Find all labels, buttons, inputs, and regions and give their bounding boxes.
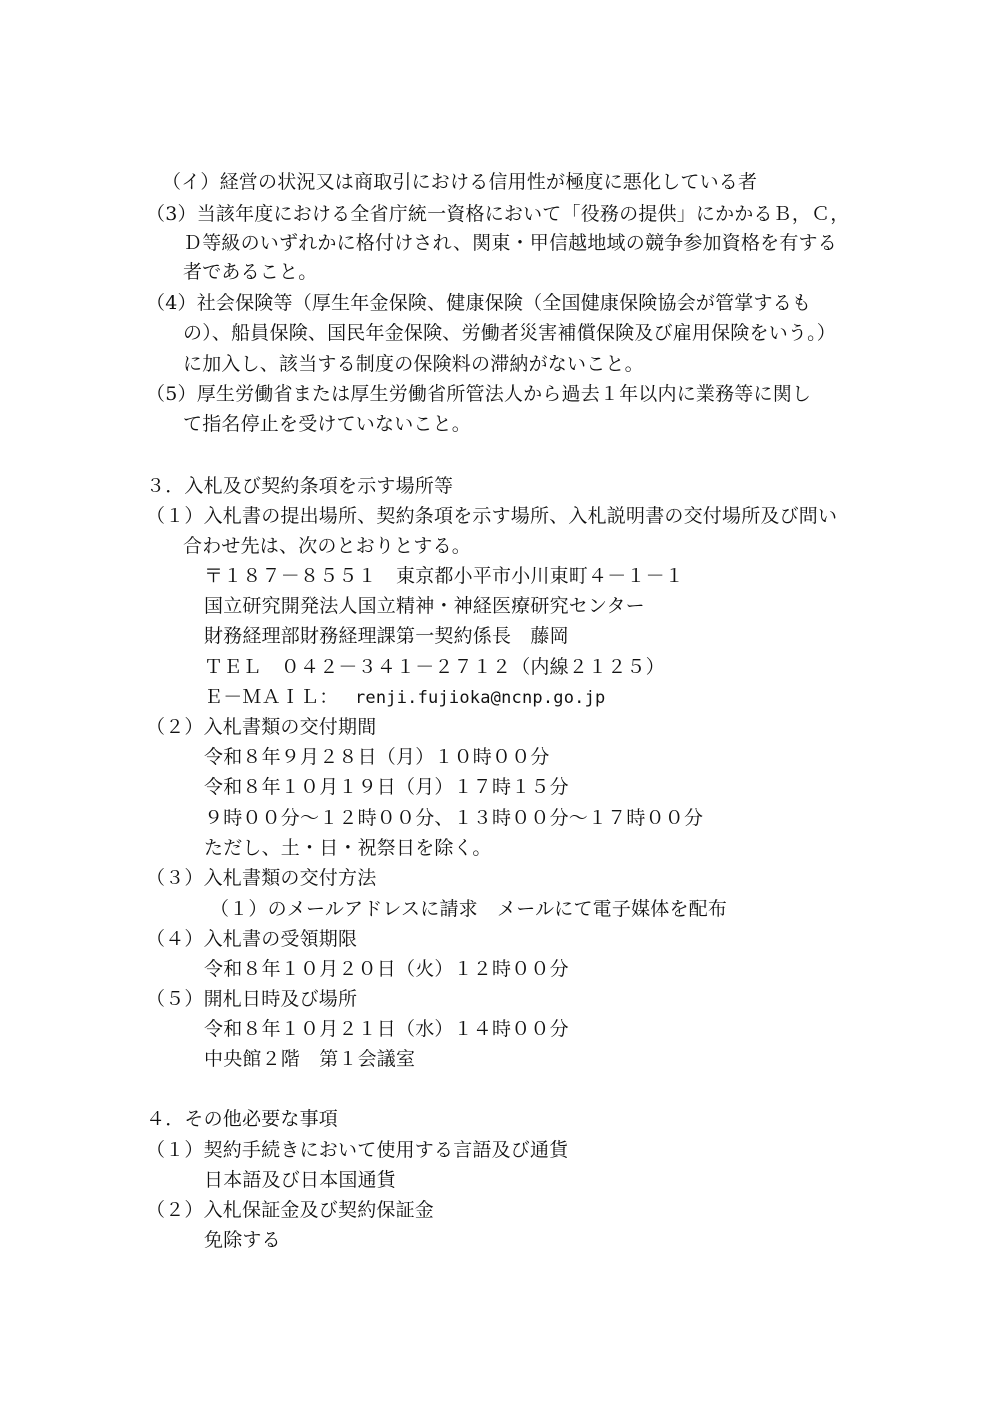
contact-person-line: 財務経理部財務経理課第一契約係長 藤岡	[204, 625, 569, 647]
text-line: の）、船員保険、国民年金保険、労働者災害補償保険及び雇用保険をいう。）	[183, 322, 837, 344]
text-line: ９時００分～１２時００分、１３時００分～１７時００分	[204, 807, 704, 829]
text-line: 中央館２階 第１会議室	[204, 1048, 416, 1070]
text-line: ただし、土・日・祝祭日を除く。	[204, 837, 492, 859]
text-line: （５）開札日時及び場所	[146, 988, 358, 1010]
text-line: （イ）経営の状況又は商取引における信用性が極度に悪化している者	[162, 171, 758, 193]
text-line: 令和８年１０月２１日（水）１４時００分	[204, 1018, 569, 1040]
text-line: 者であること。	[183, 261, 318, 283]
text-line: （２）入札保証金及び契約保証金	[146, 1199, 435, 1221]
email-label: Ｅ－ＭＡＩＬ：	[204, 686, 339, 708]
text-line: 令和８年１０月１９日（月）１７時１５分	[204, 776, 569, 798]
text-line: （２）入札書類の交付期間	[146, 716, 377, 738]
text-line: （１）入札書の提出場所、契約条項を示す場所、入札説明書の交付場所及び問い	[146, 505, 838, 527]
text-line: （１）のメールアドレスに請求 メールにて電子媒体を配布	[210, 898, 728, 920]
text-line: （３）入札書類の交付方法	[146, 867, 377, 889]
text-line: （5）厚生労働省または厚生労働省所管法人から過去１年以内に業務等に関し	[146, 383, 812, 405]
text-line: （3）当該年度における全省庁統一資格において「役務の提供」にかかるＢ，Ｃ，	[146, 203, 850, 225]
text-line: Ｄ等級のいずれかに格付けされ、関東・甲信越地域の競争参加資格を有する	[183, 232, 837, 254]
text-line: 令和８年１０月２０日（火）１２時００分	[204, 958, 569, 980]
text-line: （4）社会保険等（厚生年金保険、健康保険（全国健康保険協会が管掌するも	[146, 292, 812, 314]
text-line: 日本語及び日本国通貨	[204, 1169, 397, 1191]
text-line: （１）契約手続きにおいて使用する言語及び通貨	[146, 1139, 569, 1161]
text-line: （４）入札書の受領期限	[146, 928, 358, 950]
text-line: て指名停止を受けていないこと。	[183, 413, 472, 435]
section-heading: ４．その他必要な事項	[146, 1108, 339, 1130]
phone-line: ＴＥＬ ０４２－３４１－２７１２（内線２１２５）	[204, 656, 665, 678]
text-line: 令和８年９月２８日（月）１０時００分	[204, 746, 550, 768]
text-line: 免除する	[204, 1229, 281, 1251]
text-line: 合わせ先は、次のとおりとする。	[183, 535, 472, 557]
organization-line: 国立研究開発法人国立精神・神経医療研究センター	[204, 595, 645, 617]
address-line: 〒１８７－８５５１ 東京都小平市小川東町４－１－１	[204, 565, 685, 587]
text-line: に加入し、該当する制度の保険料の滞納がないこと。	[183, 353, 644, 375]
section-heading: ３．入札及び契約条項を示す場所等	[146, 475, 454, 497]
email-address-link[interactable]: renji.fujioka@ncnp.go.jp	[355, 688, 606, 708]
